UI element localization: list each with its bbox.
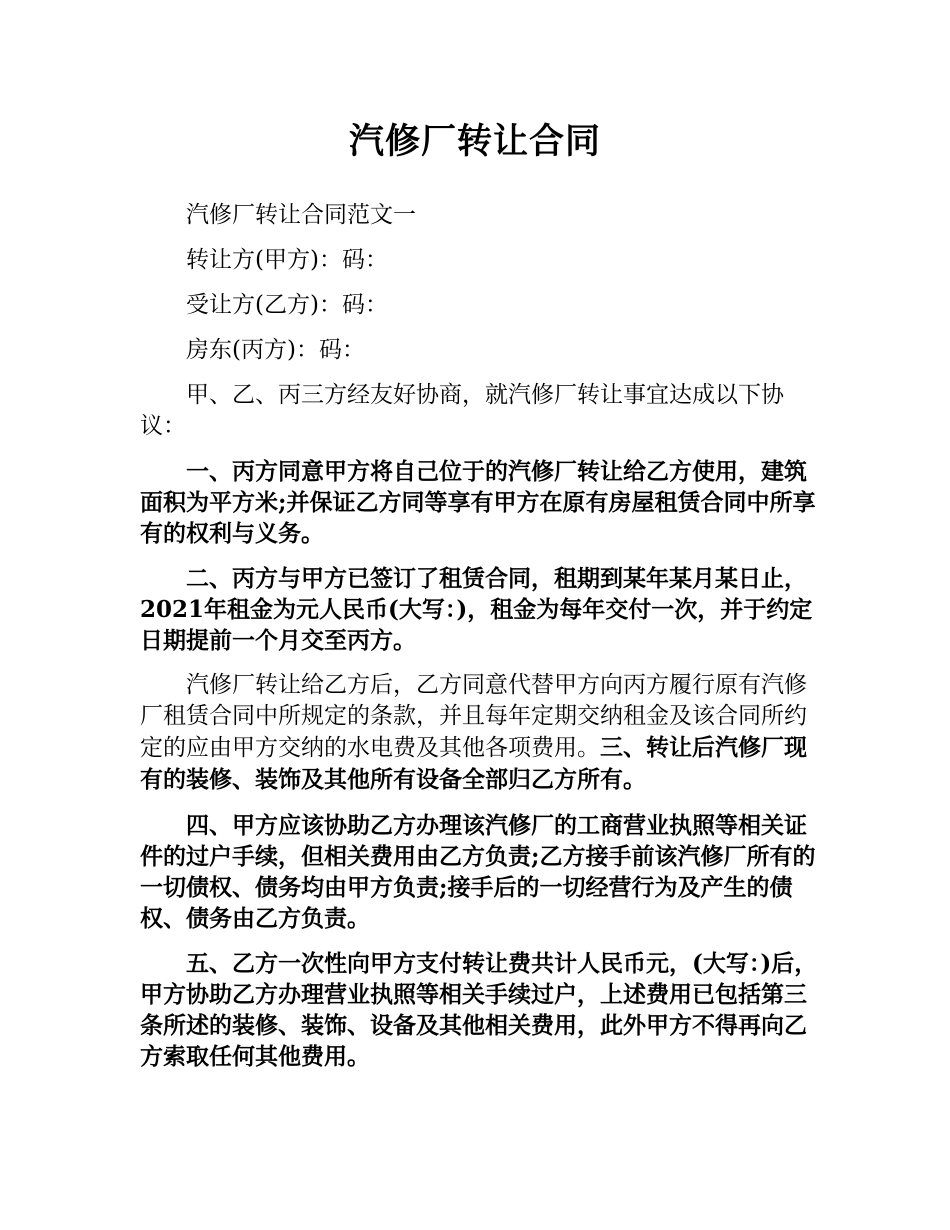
paragraph-clause-3: 三、转让后汽修厂现有的装修、装饰及其他所有设备全部归乙方所有。 [140, 734, 807, 793]
document-body [140, 200, 820, 1086]
paragraph-party-c: 房东(丙方)：码： [186, 337, 365, 363]
paragraph-intro: 甲、乙、丙三方经友好协商，就汽修厂转让事宜达成以下协议： [140, 382, 784, 439]
paragraph-party-a: 转让方(甲方)：码： [186, 247, 388, 273]
paragraph-clause-1: 一、丙方同意甲方将自己位于的汽修厂转让给乙方使用，建筑面积为平方米;并保证乙方同等享有甲方在原有房屋租赁合同中所享有的权利与义务。 [140, 458, 816, 547]
paragraph-transfer-terms-text: 汽修厂转让给乙方后，乙方同意代替甲方向丙方履行原有汽修厂租赁合同中所规定的条款，并且每年定期交纳租金及该合同所约定的应由甲方交纳的水电费及其他各项费用。 [140, 672, 807, 761]
document-title: 汽修厂转让合同 [348, 122, 601, 162]
paragraph-transfer-terms [140, 670, 820, 796]
paragraph-subtitle: 汽修厂转让合同范文一 [186, 202, 416, 228]
paragraph-clause-2: 二、丙方与甲方已签订了租赁合同，租期到某年某月某日止，2021年租金为元人民币(大写：)，租金为每年交付一次，并于约定日期提前一个月交至丙方。 [140, 565, 813, 654]
paragraph-clause-5: 五、乙方一次性向甲方支付转让费共计人民币元，(大写：)后，甲方协助乙方办理营业执照等相关手续过户，上述费用已包括第三条所述的装修、装饰、设备及其他相关费用，此外甲方不得再向乙方索取任何其他费用。 [140, 950, 818, 1070]
paragraph-clause-4: 四、甲方应该协助乙方办理该汽修厂的工商营业执照等相关证件的过户手续，但相关费用由乙方负责;乙方接手前该汽修厂所有的一切债权、债务均由甲方负责;接手后的一切经营行为及产生的债权、债务由乙方负责。 [140, 812, 816, 932]
paragraph-party-b: 受让方(乙方)：码： [186, 292, 388, 318]
